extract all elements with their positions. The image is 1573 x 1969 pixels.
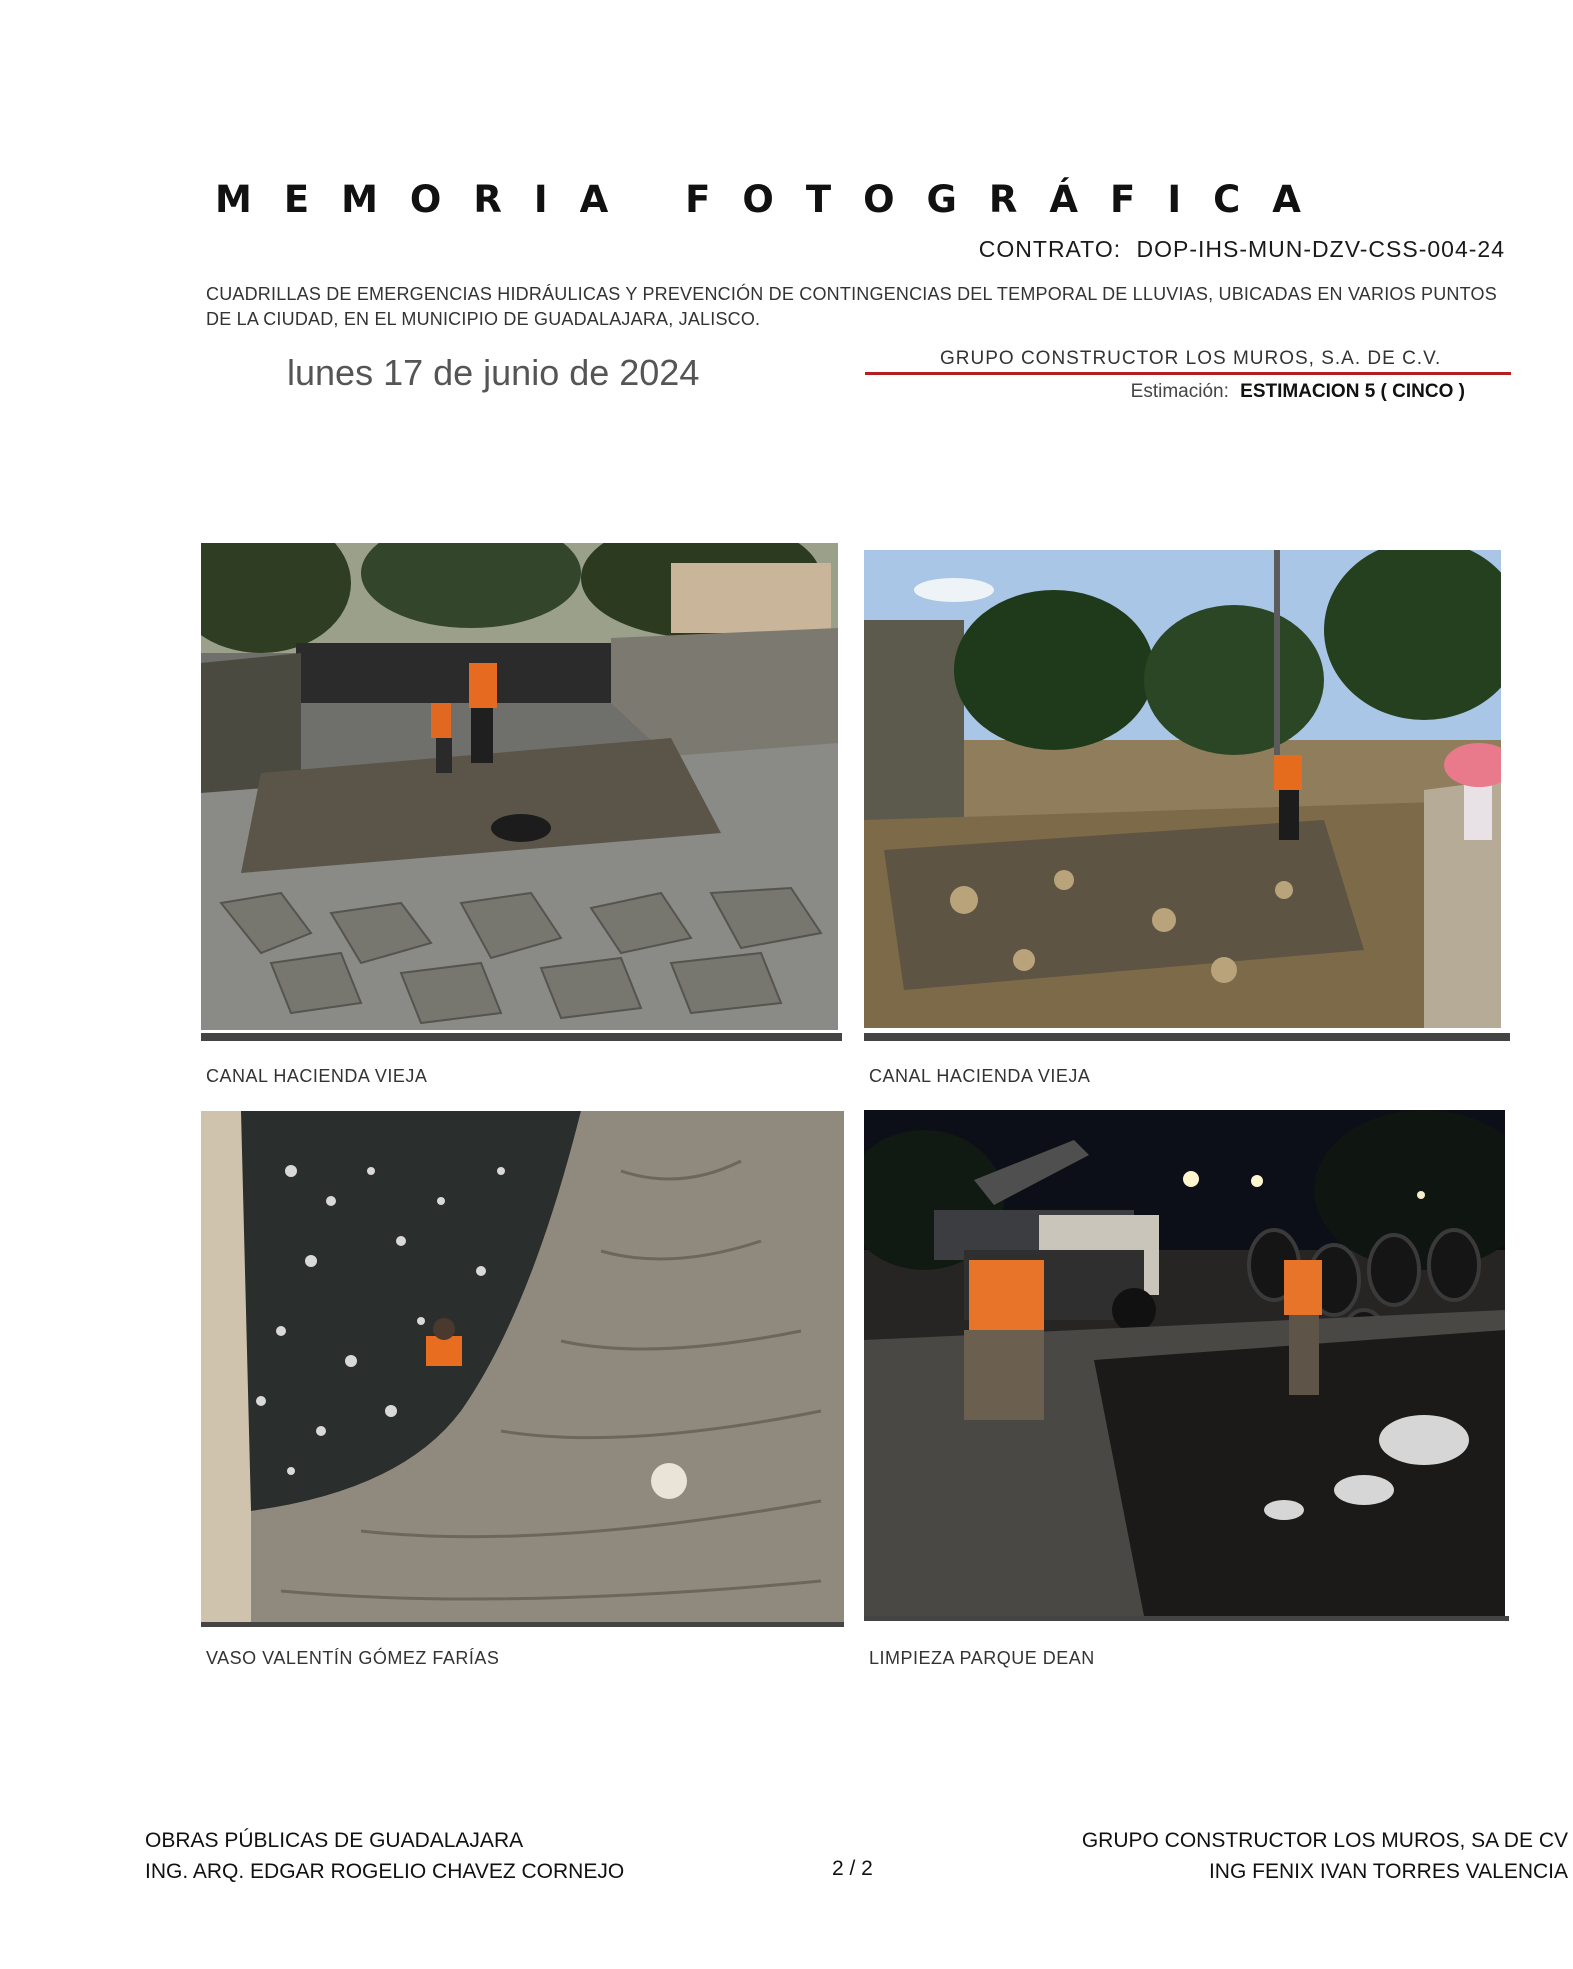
estimation <box>1131 381 1465 403</box>
header-divider <box>865 372 1511 375</box>
photo-canal-hacienda-vieja-2 <box>864 550 1501 1028</box>
page-title: MEMORIA FOTOGRÁFICA <box>215 178 1333 221</box>
estimation-label: Estimación: <box>1130 381 1229 402</box>
report-date: lunes 17 de junio de 2024 <box>287 352 700 393</box>
photo-caption: CANAL HACIENDA VIEJA <box>206 1066 428 1086</box>
photo-bar <box>201 1033 842 1041</box>
contract-label: CONTRATO: <box>978 236 1122 262</box>
footer-contractor-signer: ING FENIX IVAN TORRES VALENCIA <box>1208 1860 1568 1883</box>
footer-contractor <box>1082 1825 1568 1887</box>
photo-bar <box>864 1616 1509 1621</box>
company-name: GRUPO CONSTRUCTOR LOS MUROS, S.A. DE C.V. <box>940 348 1442 369</box>
project-description: CUADRILLAS DE EMERGENCIAS HIDRÁULICAS Y PREVENCIÓN DE CONTINGENCIAS DEL TEMPORAL DE LLUVIAS, UBICADAS EN VARIOS PUNTOS DE LA CIUDAD, EN EL MUNICIPIO DE GUADALAJARA, JALISCO. <box>206 284 1497 329</box>
contract-value: DOP-IHS-MUN-DZV-CSS-004-24 <box>1136 236 1505 262</box>
photo-caption: VASO VALENTÍN GÓMEZ FARÍAS <box>206 1648 500 1668</box>
photo-limpieza-parque-dean <box>864 1110 1505 1616</box>
estimation-value: ESTIMACION 5 ( CINCO ) <box>1240 381 1465 402</box>
footer-contractor-name: GRUPO CONSTRUCTOR LOS MUROS, SA DE CV <box>1081 1829 1568 1852</box>
photo-bar <box>201 1622 844 1627</box>
contract-number <box>979 236 1505 263</box>
footer-client <box>145 1825 624 1887</box>
photo-canal-hacienda-vieja-1 <box>201 543 838 1030</box>
photo-caption: CANAL HACIENDA VIEJA <box>869 1066 1091 1086</box>
photo-caption: LIMPIEZA PARQUE DEAN <box>869 1648 1095 1668</box>
photo-vaso-valentin-gomez-farias <box>201 1111 844 1622</box>
photo-bar <box>864 1033 1510 1041</box>
footer-client-signer: ING. ARQ. EDGAR ROGELIO CHAVEZ CORNEJO <box>145 1860 625 1883</box>
page-number: 2 / 2 <box>832 1857 873 1880</box>
footer-client-name: OBRAS PÚBLICAS DE GUADALAJARA <box>145 1829 524 1852</box>
